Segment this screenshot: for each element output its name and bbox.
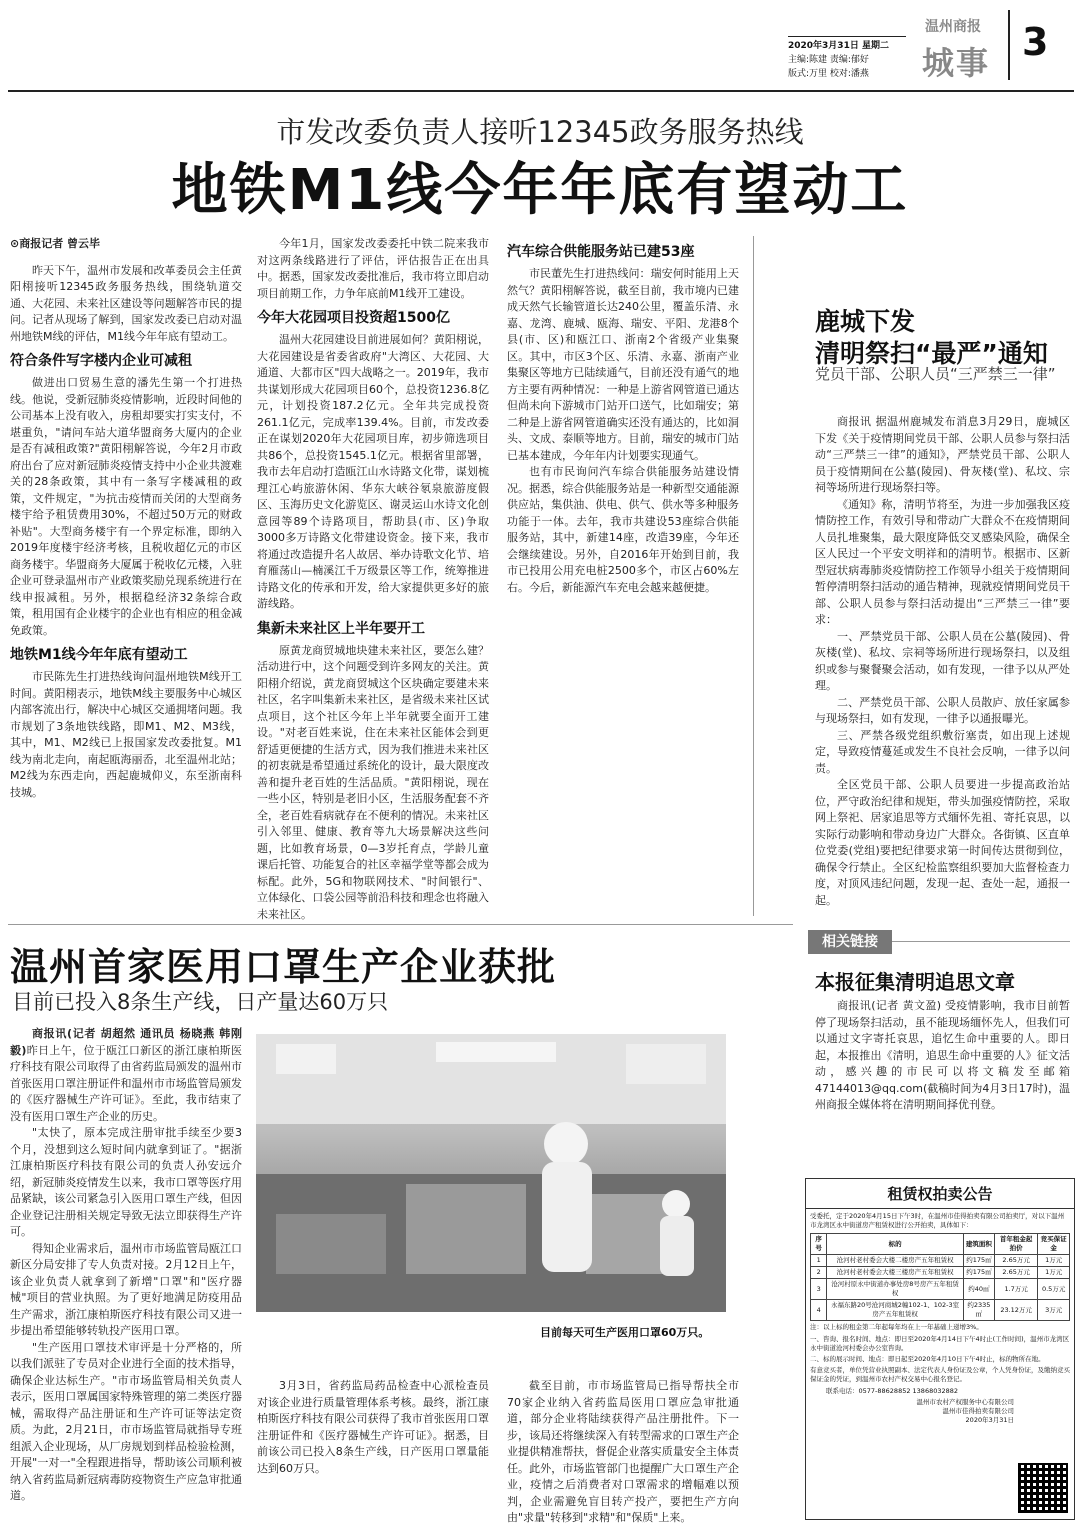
- ad-table-cell: 4: [811, 1300, 827, 1321]
- mask-column-2: [257, 1378, 489, 1520]
- mask-byline: 商报讯(记者 胡超然 通讯员 杨晓燕 韩刚毅): [10, 1027, 242, 1057]
- ad-table-cell: 3: [811, 1279, 827, 1300]
- ad-table-cell: 2.65万元: [994, 1267, 1037, 1279]
- section-paragraph: 今年1月，国家发改委委托中铁二院来我市对这两条线路进行了评估，评估报告正在出具中。据悉，国家发改委批准后，我市将立即启动项目前期工作，力争年底前M1线开工建设。: [257, 237, 489, 300]
- section-name: 城事: [922, 44, 991, 82]
- ad-table-cell: 约175㎡: [963, 1255, 994, 1267]
- factory-photo: [256, 1034, 726, 1312]
- paper-name: 温州商报: [925, 19, 981, 35]
- ad-table-cell: 1万元: [1038, 1255, 1070, 1267]
- related-body: [815, 998, 1070, 1138]
- ad-item: 有意竞买者，单位凭营业执照副本、法定代表人身份证及公章，个人凭身份证，及缴纳竞买保证金的凭证，到温州市农村产权交易中心报名登记。: [810, 1366, 1070, 1383]
- layout-line: 版式:万里 校对:潘燕: [788, 69, 869, 79]
- ad-table-cell: 2: [811, 1267, 827, 1279]
- story-paragraph: 一、严禁党员干部、公职人员在公墓(陵园)、骨灰楼(堂)、私坟、宗祠等场所进行现场祭扫，以及组织或参与聚餐聚会活动，如有发现，一律予以从严处理。: [815, 629, 1070, 692]
- mask-paragraph: 昨日上午，位于瓯江口新区的浙江康柏斯医疗科技有限公司取得了由省药监局颁发的温州市首张医用口罩注册证件和温州市市场监管局颁发的《医疗器械生产许可证》。至此，我市结束了没有医用口罩生产企业的历史。: [10, 1043, 243, 1123]
- story-paragraph: 商报讯 据温州鹿城发布消息3月29日，鹿城区下发《关于疫情期间党员干部、公职人员参与祭扫活动“三严禁三一律”的通知》，严禁党员干部、公职人员于疫情期间在公墓(陵园)、骨灰楼(堂)、私坟、宗祠等场所进行现场祭扫等。: [815, 415, 1070, 494]
- ad-table-header: 竞买保证金: [1038, 1234, 1070, 1255]
- ad-table-cell: 1万元: [1038, 1267, 1070, 1279]
- section-title: 符合条件写字楼内企业可减租: [10, 353, 192, 369]
- story-paragraph: 全区党员干部、公职人员要进一步提高政治站位，严守政治纪律和规矩，带头加强疫情防控，采取网上祭祀、居家追思等方式缅怀先祖、寄托哀思，以实际行动影响和带动身边广大群众。各街镇、区直单位党委(党组)要把纪律要求第一时间传达贯彻到位，确保令行禁止。全区纪检监察组织要加大监督检查力度，对顶风违纪问题，发现一起、查处一起，通报一起。: [815, 778, 1070, 907]
- ad-table-cell: 沧河村老村委会大楼三楼房产五年租赁权: [827, 1267, 964, 1279]
- section-paragraph: 温州大花园建设目前进展如何？黄阳栩说，大花园建设是省委省政府"大湾区、大花园、大通道、大都市区"四大战略之一。2019年，我市共谋划形成大花园项目60个，总投资1236.8亿元，计划投资187.2亿元。全年共完成投资261.1亿元，完成率139.4%。目前，市发改委正在谋划2020年大花园项目库，初步筛选项目共86个，总投资1545.1亿元。根据省里部署，我市去年启动打造瓯江山水诗路文化带，谋划梳理江心屿旅游休闲、华东大峡谷氡泉旅游度假区、玉海历史文化游览区、谢灵运山水诗文化创意园等89个诗路项目，帮助县(市、区)争取3000多万诗路文化带建设资金。接下来，我市将通过改造提升名人故居、举办诗歌文化节、培育雁荡山—楠溪江千万级景区等工作，统筹推进诗路文化的传承和开发，给大家提供更多好的旅游线路。: [257, 333, 489, 610]
- mask-paragraph: "生产医用口罩技术审评是十分严格的，所以我们派驻了专员对企业进行全面的技术指导，确保企业达标生产。"市市场监管局相关负责人表示，医用口罩属国家特殊管理的第二类医疗器械，需取得产品注册证和生产许可证等法定资质。为此，2月21日，市市场监管局就指导专班组派入企业现场，从厂房规划到样品检验检测，开展"一对一"全程跟进指导，帮助该公司顺利被纳入省药监局新冠病毒防疫物资生产应急审批通道。: [10, 1340, 242, 1502]
- ad-title: 租赁权拍卖公告: [806, 1179, 1074, 1209]
- section-title: 集新未来社区上半年要开工: [257, 620, 425, 637]
- ad-table-cell: 23.12万元: [994, 1300, 1037, 1321]
- section-paragraph: 做进出口贸易生意的潘先生第一个打进热线。他说，受新冠肺炎疫情影响，近段时间他的公司基本上没有收入，房租却要实打实支付，不堪重负，"请问车站大道华盟商务大厦内的企业是否有减租政策?"黄阳栩解答说，今年2月市政府出台了应对新冠肺炎疫情支持中小企业共渡难关的28条政策，其中有一条写字楼减租的政策，文件规定，"为抗击疫情而关闭的大型商务楼宇给予租赁费用30%，不超过50万元的财政补贴"。大型商务楼宇有一个界定标准，即纳入2019年度楼宇经济考核，且税收超亿元的市区商务楼宇。华盟商务大厦属于税收亿元楼，入驻企业可登录温州市产业政策奖励兑现系统进行在线申报减租。另外，根据稳经济32条综合政策，租用国有企业楼宇的企业也有相应的租金减免政策。: [10, 376, 242, 637]
- ad-item: 一、咨询、报名时间、地点：即日至2020年4月14日下午4时止(工作时间)，温州市龙湾区永中街道沧河村委会办公室咨询。: [810, 1335, 1070, 1352]
- section-title: 今年大花园项目投资超1500亿: [257, 310, 450, 326]
- related-paragraph: 商报讯(记者 黄文盈) 受疫情影响，我市目前暂停了现场祭扫活动，虽不能现场缅怀先人，但我们可以通过文字寄托哀思，追忆生命中重要的人。即日起，本报推出《清明，追思生命中重要的人》征文活动，感兴趣的市民可以将文稿发至邮箱47144013@qq.com(截稿时间为4月3日17时)，温州商报全媒体将在清明期间择优刊登。: [815, 999, 1070, 1111]
- related-tag: 相关链接: [808, 930, 892, 954]
- ad-table: [810, 1233, 1070, 1321]
- factory-photo-illustration: [256, 1034, 726, 1312]
- lead-intro: 昨天下午，温州市发展和改革委员会主任黄阳栩接听12345政务服务热线，围绕轨道交通、大花园、未来社区建设等问题解答市民的提问。记者从现场了解到，国家发改委已启动对温州地铁M线的评估，M1线今年年底有望动工。: [10, 263, 242, 343]
- page-number: 3: [1022, 20, 1049, 64]
- mask-column-1: [10, 1026, 242, 1520]
- photo-caption: 目前每天可生产医用口罩60万只。: [540, 1326, 710, 1339]
- mask-headline: 温州首家医用口罩生产企业获批: [10, 945, 557, 989]
- story-paragraph: 《通知》称，清明节将至，为进一步加强我区疫情防控工作，有效引导和带动广大群众不在疫情期间人员扎堆聚集，最大限度降低交叉感染风险，确保全区人民过一个平安文明祥和的清明节。根据市、区新型冠状病毒肺炎疫情防控工作领导小组关于疫情期间暂停清明祭扫活动的通告精神，现就疫情期间党员干部、公职人员参与祭扫活动提出“三严禁三一律”要求：: [815, 497, 1070, 626]
- ad-table-row: [811, 1267, 1070, 1279]
- section-title: 汽车综合供能服务站已建53座: [507, 244, 695, 260]
- lead-column-2: [257, 236, 489, 921]
- ad-table-cell: 约2335㎡: [963, 1300, 994, 1321]
- mask-subhead: 目前已投入8条生产线，日产量达60万只: [12, 990, 389, 1014]
- section-paragraph: 市民陈先生打进热线询问温州地铁M线开工时间。黄阳栩表示，地铁M线主要服务中心城区内部客流出行，解决中心城区交通拥堵问题。我市规划了3条地铁线路，即M1、M2、M3线，其中，M1、M2线已上报国家发改委批复。M1线为南北走向，南起瓯海丽岙，北至温州北站；M2线为东西走向，西起鹿城仰义，东至浙南科技城。: [10, 670, 242, 799]
- section-paragraph: 市民董先生打进热线问：瑞安何时能用上天然气？黄阳栩解答说，截至目前，我市境内已建成天然气长输管道长达240公里，覆盖乐清、永嘉、龙湾、鹿城、瓯海、瑞安、平阳、龙港8个县(市、区)和瓯江口、浙南2个省级产业集聚区。其中，市区3个区、乐清、永嘉、浙南产业集聚区等地方已陆续通气，目前还没有通气的地方主要有两种情况：一种是上游省网管道已通达但尚未向下游城市门站开口送气，比如瑞安；第二种是上游省网管道确实还没有通达的，比如洞头、文成、泰顺等地方。目前，瑞安的城市门站已基本建成，今年年内计划要实现通气。: [507, 267, 739, 462]
- mask-column-3: [507, 1378, 739, 1524]
- ad-org: 温州市农村产权服务中心有限公司: [916, 1398, 1014, 1406]
- lead-byline: ⊙商报记者 曾云毕: [10, 237, 101, 250]
- ad-table-header: 建筑面积: [963, 1234, 994, 1255]
- ad-contact: 联系电话：0577-88628852 13868032882: [826, 1387, 959, 1395]
- right-story-body: [815, 414, 1070, 914]
- ad-table-cell: 沧河村老村委会大楼二楼房产五年租赁权: [827, 1255, 964, 1267]
- ad-table-row: [811, 1279, 1070, 1300]
- mask-paragraph: 3月3日，省药监局药品检查中心派检查员对该企业进行质量管理体系考核。最终，浙江康柏斯医疗科技有限公司获得了我市首张医用口罩注册证件和《医疗器械生产许可证》。据悉，目前该公司已投入8条生产线，日产医用口罩量能达到60万只。: [257, 1379, 489, 1475]
- right-story-headline-1: 鹿城下发: [815, 307, 916, 336]
- lead-column-3: [507, 236, 739, 826]
- ad-table-cell: 1: [811, 1255, 827, 1267]
- ad-table-cell: 约175㎡: [963, 1267, 994, 1279]
- section-title: 地铁M1线今年年底有望动工: [10, 647, 188, 663]
- lead-headline: 地铁M1线今年年底有望动工: [171, 158, 909, 223]
- story-paragraph: 二、严禁党员干部、公职人员散庐、放任家属参与现场祭扫，如有发现，一律予以通报曝光。: [815, 695, 1070, 725]
- qr-code-icon: [1018, 1463, 1068, 1513]
- ad-org: 温州市佳得拍卖有限公司: [942, 1407, 1014, 1415]
- section-paragraph: 也有市民询问汽车综合供能服务站建设情况。据悉，综合供能服务站是一种新型交通能源供应站，集供油、供电、供气、供水等多种服务功能于一体。去年，我市共建设53座综合供能服务站，其中，新建14座，改造39座，今年还会继续建设。另外，自2016年开始到目前，我市已投用公用充电桩2500多个，市区占60%左右。今后，新能源汽车充电会越来越便捷。: [507, 465, 739, 594]
- ad-intro: 受委托，定于2020年4月15日下午3时，在温州市佳得拍卖有限公司拍卖厅，对以下温州市龙湾区永中街道房产租赁权进行公开拍卖，具体如下：: [810, 1212, 1065, 1229]
- masthead: [770, 19, 1070, 90]
- ad-table-row: [811, 1255, 1070, 1267]
- ad-table-cell: 沧河村原永中街道办事处房8号房产五年租赁权: [827, 1279, 964, 1300]
- related-headline: 本报征集清明追思文章: [815, 970, 1015, 994]
- ad-table-cell: 2.65万元: [994, 1255, 1037, 1267]
- ad-table-header: 序号: [811, 1234, 827, 1255]
- ad-table-cell: 0.5万元: [1038, 1279, 1070, 1300]
- story-paragraph: 三、严禁各级党组织敷衍塞责，如出现上述规定，导致疫情蔓延或发生不良社会反响，一律予以问责。: [815, 728, 1070, 775]
- lead-kicker: 市发改委负责人接听12345政务服务热线: [276, 115, 804, 149]
- mask-paragraph: 截至目前，市市场监管局已指导帮扶全市70家企业纳入省药监局医用口罩应急审批通道，部分企业将陆续获得产品注册批件。下一步，该局还将继续深入有转型需求的口罩生产企业提供精准帮扶，督促企业落实质量安全主体责任。此外，市场监管部门也提醒广大口罩生产企业，疫情之后消费者对口罩需求的增幅难以预判，企业需避免盲目转产投产，要把生产方向由"求量"转移到"求精"和"保质"上来。: [507, 1379, 739, 1524]
- ad-item: 二、标的展示时间、地点：即日起至2020年4月10日下午4时止，标的物所在地。: [810, 1355, 1045, 1363]
- date-line: 2020年3月31日 星期二: [788, 41, 889, 51]
- section-paragraph: 原黄龙商贸城地块建未来社区，要怎么建？活动进行中，这个问题受到许多网友的关注。黄阳栩介绍说，黄龙商贸城这个区块确定要建未来社区，名字叫集新未来社区，是省级未来社区试点项目，这个社区今年上半年就要全面开工建设。"对老百姓来说，住在未来社区能体会到更舒适更便捷的生活方式，因为我们推进未来社区的初衷就是希望通过系统化的设计，最大限度改善和提升老百姓的生活品质。"黄阳栩说，现在一些小区，特别是老旧小区，生活服务配套不齐全，老百姓看病就存在不便利的情况。未来社区引入邻里、健康、教育等九大场景解决这些问题，比如教育场景，0—3岁托育点，学龄儿童课后托管、功能复合的社区幸福学堂等都会成为标配。此外，5G和物联网技术、"时间银行"、立体绿化、口袋公园等前沿科技和理念也将融入未来社区。: [257, 643, 489, 921]
- ad-date: 2020年3月31日: [965, 1416, 1014, 1424]
- ad-table-cell: 约40㎡: [963, 1279, 994, 1300]
- auction-ad: [805, 1178, 1075, 1520]
- lead-column-1: [10, 236, 242, 856]
- editor-line: 主编:陈建 责编:郁好: [788, 55, 869, 65]
- ad-table-header: 首年租金起拍价: [994, 1234, 1037, 1255]
- mask-paragraph: 得知企业需求后，温州市市场监管局瓯江口新区分局安排了专人负责对接。2月12日上午，该企业负责人就拿到了新增"口罩"和"医疗器械"项目的营业执照。为了更好地满足防疫用品生产需求，浙江康柏斯医疗科技有限公司又进一步提出希望能够转轨投产医用口罩。: [10, 1241, 242, 1337]
- ad-table-cell: 3万元: [1038, 1300, 1070, 1321]
- right-story-headline-2: 清明祭扫“最严”通知: [815, 339, 1048, 368]
- mask-paragraph: "太快了，原本完成注册审批手续至少要3个月，没想到这么短时间内就拿到证了。"据浙江康柏斯医疗科技有限公司的负责人孙安远介绍，新冠肺炎疫情发生以来，我市口罩等医疗用品紧缺，该公司紧急引入医用口罩生产线，但因企业登记注册相关规定导致无法立即获得生产许可。: [10, 1126, 242, 1238]
- ad-table-cell: 1.7万元: [994, 1279, 1037, 1300]
- ad-table-header: 标的: [827, 1234, 964, 1255]
- ad-table-row: [811, 1300, 1070, 1321]
- right-story-subhead: 党员干部、公职人员“三严禁三一律”: [815, 365, 1056, 383]
- ad-table-cell: 永福东路20号沧河商城2幢102-1、102-3室房产五年租赁权: [827, 1300, 964, 1321]
- ad-note: 注：以上标的租金第二年起每年均在上一年基础上递增3%。: [810, 1323, 983, 1331]
